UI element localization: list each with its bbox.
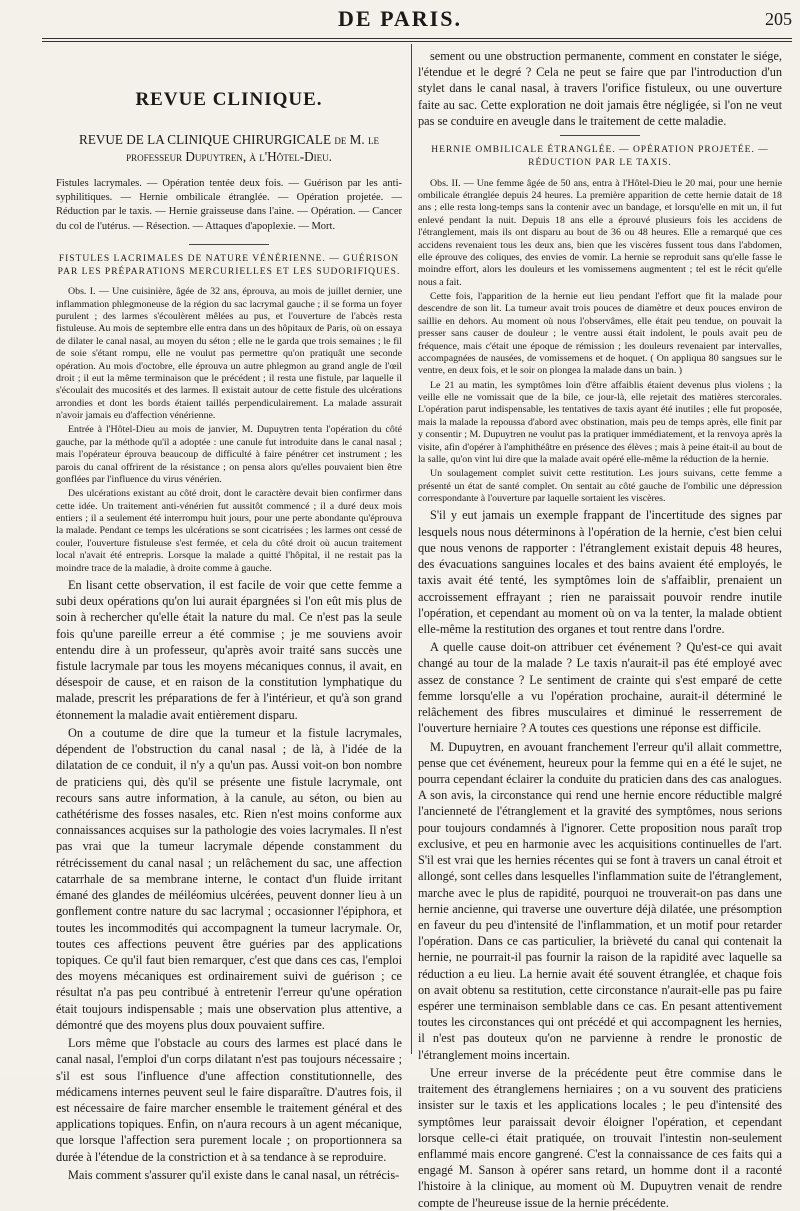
observation-paragraph: Entrée à l'Hôtel-Dieu au mois de janvier, M. Dupuytren tenta l'opération du côté gauche, par la méthode qu'il a adoptée : une canule fut introduite dans le canal nasal ; mais l'opérateur éprouva beaucoup de difficulté à faire pénétrer cet instrument ; les parois du canal offrirent de la résistance ; on pensa alors qu'elles pouvaient bien être gonflées par l'influence du virus vénérien. [56,424,402,485]
case-heading: HERNIE OMBILICALE ÉTRANGLÉE. — OPÉRATION PROJETÉE. — RÉDUCTION PAR LE TAXIS. [431,145,769,168]
body-paragraph: En lisant cette observation, il est facile de voir que cette femme a subi deux opérations qu'on lui aurait épargnées si l'on eût mis plus de soin à rechercher qu'elle était la nature du mal. Ce n'est pas la seule fois qu'une pareille erreur a été commise ; je me souviens avoir entendu dire à un professeur, qu'après avoir traité sans succès une fistule lacrymale par tous les moyens mécaniques connus, il avait, en désespoir de cause, et en raison de la constitution lymphatique du malade, prescrit les préparations de fer à l'intérieur, et qu'à son grand étonnement la maladie avait entièrement disparu. [56,577,402,722]
observation-paragraph: Obs. I. — Une cuisinière, âgée de 32 ans, éprouva, au mois de juillet dernier, une inflammation phlegmoneuse de la région du sac lacrymal gauche ; il se forma un foyer purulent ; des larmes s'écoulèrent mêlées au pus, et l'ouverture de l'abcès resta fistuleuse. Au mois de septembre elle entra dans un des hôpitaux de Paris, où on essaya de dilater le canal nasal, au moyen du séton ; elle ne le garda que trois semaines ; le fil de soie s'étant rompu, elle ne voulut pas permettre qu'on pratiquât une seconde opération. Au mois d'octobre, elle éprouva un autre phlegmon au grand angle de l'œil droit ; il eut la même terminaison que le précédent ; il resta une fistule, par laquelle il s'écoulait des mucosités et des larmes. Il existait autour de cette fistule des ulcérations arrondies et dont les bords étaient taillés perpendiculairement. La malade assurait n'avoir jamais eu d'affection vénérienne. [56,286,402,422]
observation-paragraph: Un soulagement complet suivit cette restitution. Les jours suivans, cette femme a présenté un état de santé complet. On sentait au côté gauche de l'ombilic une dépression correspondante à l'ouverture par laquelle sortaient les viscères. [418,468,782,505]
section-summary: Fistules lacrymales. — Opération tentée deux fois. — Guérison par les anti-syphilitiques. — Hernie ombilicale étranglée. — Opération projetée. — Réduction par le taxis. — Hernie graisseuse dans l'aine. — Opération. — Cancer du col de l'utérus. — Résection. — Attaques d'apoplexie. — Mort. [56,178,402,232]
body-paragraph: Mais comment s'assurer qu'il existe dans le canal nasal, un rétrécis- [68,1167,400,1182]
case-divider [560,135,640,136]
body-paragraph: Lors même que l'obstacle au cours des larmes est placé dans le canal nasal, l'emploi d'un corps dilatant n'est pas toujours nécessaire ; s'il est sous l'influence d'une affection constitutionnelle, des médicamens internes peuvent seul le faire disparaître. D'autres fois, il est nécessaire de faire marcher ensemble le traitement général et des applications topiques. Enfin, on n'aura recours à un agent mécanique, que lorsque l'affection sera purement locale ; on proportionnera sa durée à l'étendue de la constriction et à sa tendance à se reproduire. [56,1036,402,1164]
case-heading: FISTULES LACRIMALES DE NATURE VÉNÉRIENNE. — GUÉRISON PAR LES PRÉPARATIONS MERCURIELLES ET LES SUDORIFIQUES. [57,253,401,277]
observation-paragraph: Obs. II. — Une femme âgée de 50 ans, entra à l'Hôtel-Dieu le 20 mai, pour une hernie ombilicale étranglée depuis 24 heures. La première apparition de cette hernie datait de 18 ans ; elle resta long-temps sans la contenir avec un bandage, et lorsqu'elle en mit un, il fut enlevé pendant la nuit. Depuis 18 ans elle a éprouvé plusieurs fois les accidens de l'étranglement, mais ils ont disparu au bout de 36 ou 48 heures. Elle a remarqué que ces accidens revenaient tous les deux ans, bien que les viscères fussent tous dans l'abdomen, elle éprouve des coliques, des envies de vomir. La hernie se reproduit sans qu'elle fasse le moindre effort, alors les douleurs et les vomissemens augmentent ; tel est le récit qu'elle nous a fait. [418,177,782,288]
body-paragraph: M. Dupuytren, en avouant franchement l'erreur qu'il allait commettre, pense que cet événement, heureux pour la femme qui en a été le sujet, ne pourra cependant éclairer la conduite du praticien dans des cas analogues. A son avis, la circonstance qui rend une hernie encore réductible malgré l'ancienneté de l'étranglement et la gravité des symptômes, nous serions pour toujours condamnés à l'ignorer. Cette proposition nous paraît trop exclusive, et peu en harmonie avec les acquisitions continuelles de l'art. S'il est vrai que les hernies récentes qui se font à travers un canal étroit et allongé, sont celles dans lesquelles l'inflammation suite de l'étranglement, marche avec le plus de rapidité, pourquoi ne trouverait-on pas dans une hernie ancienne, qui traverse une ouverture déjà dilatée, une présomption en faveur du peu d'intensité de l'inflammation, et un motif pour retarder l'opération. Dans ce cas particulier, la brièveté du canal qui contenait la hernie, ne pourrait-il pas fournir la raison de la rapidité avec laquelle sa réduction a eu lieu. La hernie avait été souvent étranglée, et chaque fois on avait obtenu sa restitution, cette circonstance n'aurait-elle pas pu faire espérer une terminaison semblable dans ce cas. En pesant attentivement toutes les circonstances qui ont précédé et qui accompagnent les hernies, il n'est pas douteux qu'on ne parvienne à rendre le pronostic de l'étranglement moins incertain. [418,739,782,1062]
body-paragraph: S'il y eut jamais un exemple frappant de l'incertitude des signes par lesquels nous nous déterminons à l'opération de la hernie, c'est bien celui que nous venons de rapporter : l'étranglement existait depuis 48 heures, des évacuations sanguines locales et des bains avaient été employés, le taxis avait été tenté, les symptômes loin de s'affaiblir, prenaient un accroissement effrayant ; rien ne paraissait pouvoir rendre inutile l'opération, et cependant au moment où on va la tenter, la malade obtient elle-même la restitution des organes et tout rentre dans l'ordre. [418,508,782,636]
body-paragraph: On a coutume de dire que la tumeur et la fistule lacrymales, dépendent de l'obstruction du canal nasal ; de là, à l'idée de la dilatation de ce conduit, il n'y a qu'un pas. Aussi voit-on bon nombre de praticiens qui, dès qu'il se présente une fistule lacrymale, ont recours sans autre information, à la canule, au séton, ou bien au cathétérisme des fosses nasales, etc. Rien n'est moins conforme aux connaissances acquises sur la pathologie des voies lacrymales. Il n'est pas vrai que la tumeur lacrymale dépende constamment du rétrécissement du canal nasal ; un relâchement du sac, une affection catarrhale de sa membrane interne, le contact d'un fluide irritant émané des glandes de méiléomius ulcérées, peuvent donner lieu à un gonflement contre nature du sac lacrymal ; occasionner l'épiphora, et toutes les incommodités qui accompagnent la tumeur lacrymale. Or, toutes ces affections peuvent être guéries par des applications topiques. Ce qu'il faut bien remarquer, c'est que dans ces cas, l'emploi des moyens mécaniques est ordinairement suivi de guérison ; ce résultat n'a pas peu contribué à entretenir l'erreur qu'une opération était toujours indispensable ; mais une observation plus attentive, a démontré que des moyens plus doux pouvaient suffire. [56,725,402,1032]
observation-paragraph: Des ulcérations existant au côté droit, dont le caractère devait bien confirmer dans cette idée. Un traitement anti-vénérien fut aussitôt commencé ; il a duré deux mois entiers ; il a seulement été interrompu huit jours, pour une perte abondante qu'éprouva la malade. Pendant ce temps les ulcérations se sont cicatrisées ; les larmes ont cessé de couler, l'ouverture fistuleuse s'est fermée, et cela du côté droit où aucun traitement local n'avait été entrepris. Lorsque la malade a quitté l'hôpital, il ne restait pas la moindre trace de la maladie, à droite comme à gauche. [56,488,402,574]
section-subtitle: REVUE DE LA CLINIQUE CHIRURGICALE de M. le professeur Dupuytren, à l'Hôtel-Dieu. [79,131,379,164]
right-column [418,48,782,1210]
page-number: 205 [765,9,792,29]
body-paragraph: A quelle cause doit-on attribuer cet événement ? Qu'est-ce qui avait changé au tour de la malade ? Le taxis n'aurait-il pas été employé avec assez de constance ? Le sentiment de crainte qui s'est emparé de cette femme lorsqu'elle a vu l'opération prochaine, aurait-il déterminé le relâchement des fibres musculaires et diminué le resserrement de l'ouverture herniaire ? A toutes ces questions une réponse est difficile. [418,640,782,736]
summary-divider [189,244,269,245]
header-rule [42,38,792,42]
body-paragraph: sement ou une obstruction permanente, comment en constater le siége, l'étendue et le degré ? Cela ne peut se faire que par l'introduction d'un stylet dans le canal nasal, à travers l'orifice fistuleux, ou une ouverture faite au sac. Cette exploration ne doit jamais être négligée, si l'on ne veut pas se conduire en aveugle dans le traitement de cette maladie. [418,49,782,128]
body-paragraph: Une erreur inverse de la précédente peut être commise dans le traitement des étranglemens herniaires ; on a vu souvent des praticiens insister sur le taxis et les applications locales ; le peu d'intensité des symptômes leur paraissait devoir éloigner l'opération, et cependant lorsque celle-ci était pratiquée, on trouvait l'intestin non-seulement enflammé mais encore gangrené. C'est la connaissance de ces faits qui a engagé M. Sanson à opérer sans retard, un homme dont il a raconté l'histoire à la clinique, au moment où M. Dupuytren venait de rendre compte de l'heureuse issue de la hernie précédente. [418,1065,782,1210]
running-head [0,6,800,36]
running-head-title: DE PARIS. [338,6,462,31]
column-divider [411,44,412,1054]
observation-paragraph: Le 21 au matin, les symptômes loin d'être affaiblis étaient devenus plus violens ; la veille elle ne vomissait que de la bile, ce jour-là, elle rejetait des matières stercorales. L'opération parut indispensable, les tentatives de taxis ayant été inutiles ; elle fut proposée, mais la malade la repoussa d'abord avec obstination, mais peu de temps après, elle finit par y consentir ; M. Dupuytren ne voulut pas la pratiquer immédiatement, et la renvoya après la visite, afin d'opérer à l'amphithéâtre en présence des élèves ; mais à peine était-il au bout de la salle, qu'on vint lui dire que la malade avait opéré elle-même la réduction de la hernie. [418,379,782,465]
observation-paragraph: Cette fois, l'apparition de la hernie eut lieu pendant l'effort que fit la malade pour descendre de son lit. La tumeur avait trois pouces de diamètre et deux pouces environ de saillie en dehors. Au moment où nous l'observâmes, elle était peu tendue, on pouvait la presser sans causer de douleur ; le ventre aussi était indolent, le pouls avait peu de fréquence, mais c'était une époque de rémission ; les douleurs revenaient par intervalles, accompagnées de nausées, de vomissemens et de hoquet. ( On appliqua 80 sangsues sur le ventre, en deux fois, et le soir on plongea la malade dans un bain. ) [418,291,782,377]
left-column [56,48,402,1182]
section-title: REVUE CLINIQUE. [135,89,323,110]
